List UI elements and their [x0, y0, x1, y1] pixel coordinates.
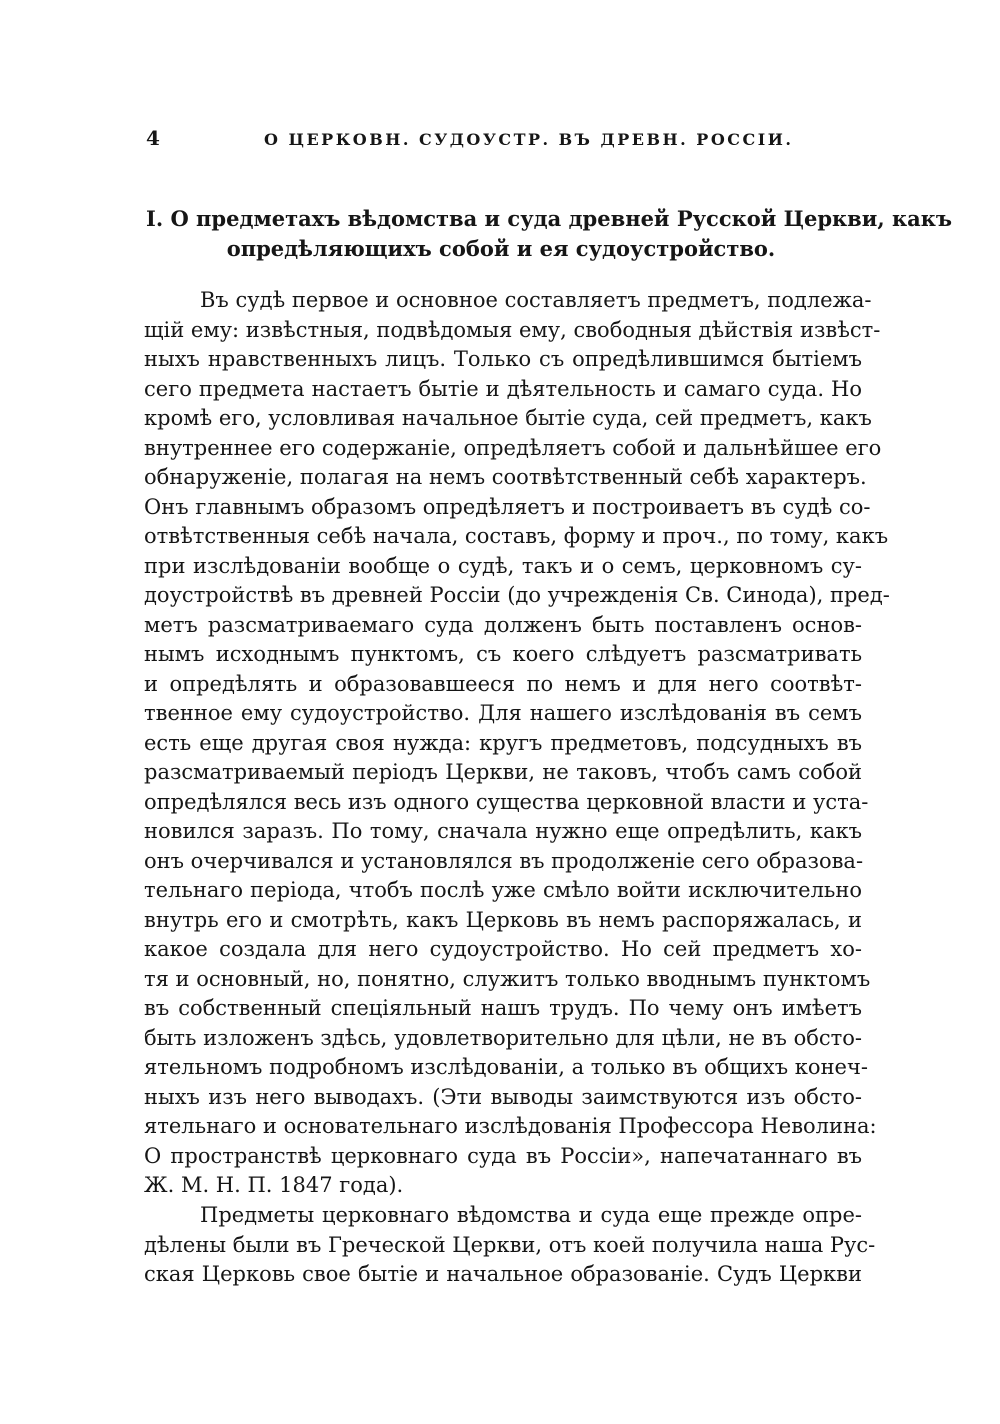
- text-line: О пространствѣ церковнаго суда въ Россіи», напечатаннаго въ: [144, 1143, 862, 1168]
- running-head: [146, 126, 866, 156]
- text-line: доустройствѣ въ древней Россіи (до учрежденія Св. Синода), пред-: [144, 583, 890, 607]
- text-line: Предметы церковнаго вѣдомства и суда еще прежде опре-: [200, 1203, 862, 1227]
- text-line: нымъ исходнымъ пунктомъ, съ коего слѣдуетъ разсматривать: [144, 642, 862, 666]
- text-line: твенное ему судоустройство. Для нашего изслѣдованія въ семъ: [144, 701, 862, 725]
- text-line: какое создала для него судоустройство. Но сей предметъ хо-: [144, 937, 862, 961]
- text-line: разсматриваемый періодъ Церкви, не таковъ, чтобъ самъ собой: [144, 760, 862, 784]
- text-line: отвѣтственныя себѣ начала, составъ, форму и проч., по тому, какъ: [144, 524, 889, 548]
- text-line: кромѣ его, условливая начальное бытіе суда, сей предметъ, какъ: [144, 406, 872, 430]
- text-line: есть еще другая своя нужда: кругъ предметовъ, подсудныхъ въ: [144, 730, 862, 755]
- text-line: Онъ главнымъ образомъ опредѣляетъ и построиваетъ въ судѣ со-: [144, 494, 871, 519]
- running-title: О ЦЕРКОВН. СУДОУСТР. ВЪ ДРЕВН. РОССІИ.: [264, 130, 794, 149]
- text-line: тельнаго періода, чтобъ послѣ уже смѣло войти исключительно: [144, 878, 862, 902]
- text-line: Въ судѣ первое и основное составляетъ предметъ, подлежа-: [200, 288, 872, 312]
- body-paragraph-1: [144, 286, 890, 1201]
- text-line: внутреннее его содержаніе, опредѣляетъ собой и дальнѣйшее его: [144, 435, 882, 460]
- text-line: дѣлены были въ Греческой Церкви, отъ коей получила наша Рус-: [144, 1232, 876, 1257]
- body-paragraph-2: [144, 1201, 876, 1290]
- text-line: щій ему: извѣстныя, подвѣдомыя ему, свободныя дѣйствія извѣст-: [144, 317, 881, 342]
- text-line: ятельномъ подробномъ изслѣдованіи, а только въ общихъ конеч-: [144, 1055, 868, 1079]
- text-line: Ж. М. Н. П. 1847 года).: [144, 1173, 404, 1197]
- text-line: при изслѣдованіи вообще о судѣ, такъ и о семъ, церковномъ су-: [144, 553, 862, 578]
- page-number: 4: [146, 126, 160, 150]
- text-line: ская Церковь свое бытіе и начальное образованіе. Судъ Церкви: [144, 1262, 862, 1286]
- text-line: быть изложенъ здѣсь, удовлетворительно для цѣли, не въ обсто-: [144, 1025, 862, 1050]
- section-heading-line: I. О предметахъ вѣдомства и суда древней Русской Церкви, какъ: [146, 206, 953, 231]
- text-line: внутрь его и смотрѣть, какъ Церковь въ немъ распоряжалась, и: [144, 907, 862, 932]
- text-line: въ собственный спеціяльный нашъ трудъ. По чему онъ имѣетъ: [144, 996, 862, 1020]
- text-line: сего предмета настаетъ бытіе и дѣятельность и самаго суда. Но: [144, 376, 862, 401]
- text-line: и опредѣлять и образовавшееся по немъ и для него соотвѣт-: [144, 671, 862, 696]
- text-line: метъ разсматриваемаго суда долженъ быть поставленъ основ-: [144, 612, 862, 637]
- text-line: онъ очерчивался и установлялся въ продолженіе сего образова-: [144, 848, 864, 873]
- text-line: опредѣлялся весь изъ одного существа церковной власти и уста-: [144, 789, 869, 814]
- text-line: новился заразъ. По тому, сначала нужно еще опредѣлить, какъ: [144, 819, 862, 843]
- text-line: тя и основный, но, понятно, служитъ только вводнымъ пунктомъ: [144, 966, 871, 991]
- text-line: ятельнаго и основательнаго изслѣдованія Профессора Неволина:: [144, 1114, 877, 1138]
- text-line: обнаруженіе, полагая на немъ соотвѣтственный себѣ характеръ.: [144, 465, 867, 489]
- section-heading: [146, 204, 953, 264]
- text-line: ныхъ нравственныхъ лицъ. Только съ опредѣлившимся бытіемъ: [144, 347, 862, 371]
- section-heading-line: опредѣляющихъ собой и ея судоустройство.: [226, 236, 776, 261]
- text-line: ныхъ изъ него выводахъ. (Эти выводы заимствуются изъ обсто-: [144, 1084, 862, 1109]
